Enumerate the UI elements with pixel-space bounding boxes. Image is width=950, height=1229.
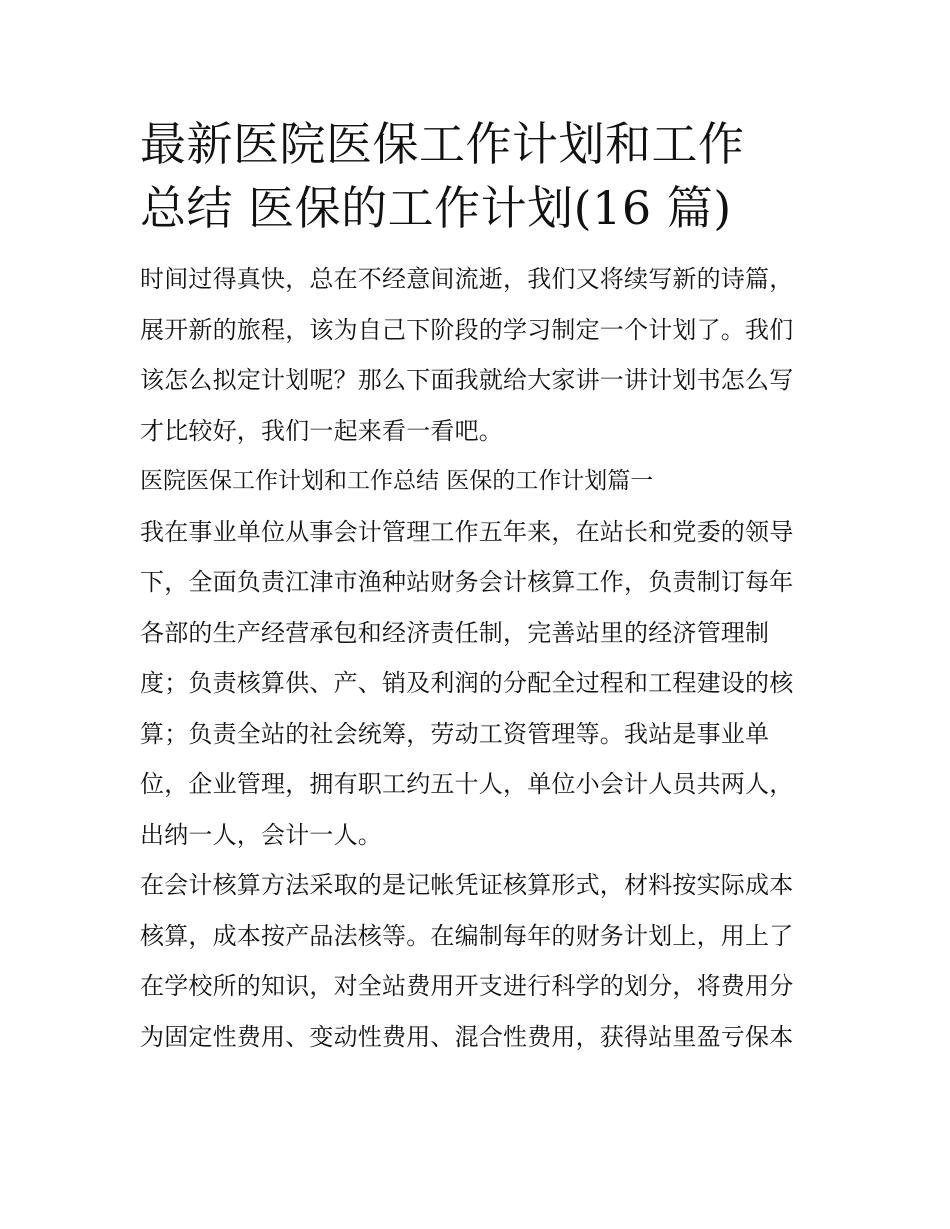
paragraph1-line-3: 各部的生产经营承包和经济责任制，完善站里的经济管理制 [140, 618, 770, 647]
document-title [140, 112, 812, 240]
paragraph2-line-1: 在会计核算方法采取的是记帐凭证核算形式，材料按实际成本 [140, 871, 794, 899]
paragraph2-line-3: 在学校所的知识，对全站费用开支进行科学的划分，将费用分 [140, 972, 794, 1000]
document-body [140, 112, 812, 1062]
title-line-1: 最新医院医保工作计划和工作 [140, 117, 745, 171]
paragraph1-line-7: 出纳一人，会计一人。 [140, 820, 382, 849]
intro-line-4: 才比较好，我们一起来看一看吧。 [140, 416, 503, 445]
intro-line-1: 时间过得真快，总在不经意间流逝，我们又将续写新的诗篇， [140, 265, 794, 293]
paragraph1-line-4: 度；负责核算供、产、销及利润的分配全过程和工程建设的核 [140, 669, 794, 697]
paragraph2-line-2: 核算，成本按产品法核等。在编制每年的财务计划上，用上了 [140, 921, 794, 950]
body-paragraph-1 [140, 507, 812, 861]
intro-line-3: 该怎么拟定计划呢？那么下面我就给大家讲一讲计划书怎么写 [140, 366, 794, 394]
paragraph2-line-4: 为固定性费用、变动性费用、混合性费用，获得站里盈亏保本 [140, 1022, 794, 1051]
title-line-2: 总结 医保的工作计划(16 篇) [140, 181, 732, 235]
section-heading: 医院医保工作计划和工作总结 医保的工作计划篇一 [140, 468, 654, 494]
paragraph1-line-6: 位，企业管理，拥有职工约五十人，单位小会计人员共两人， [140, 770, 794, 798]
paragraph1-line-2: 下，全面负责江津市渔种站财务会计核算工作，负责制订每年 [140, 568, 794, 596]
intro-paragraph [140, 254, 812, 456]
intro-line-2: 展开新的旅程，该为自己下阶段的学习制定一个计划了。我们 [140, 315, 794, 344]
paragraph1-line-1: 我在事业单位从事会计管理工作五年来，在站长和党委的领导 [140, 517, 794, 546]
paragraph1-line-5: 算；负责全站的社会统筹，劳动工资管理等。我站是事业单 [140, 719, 770, 748]
body-paragraph-2 [140, 860, 812, 1062]
